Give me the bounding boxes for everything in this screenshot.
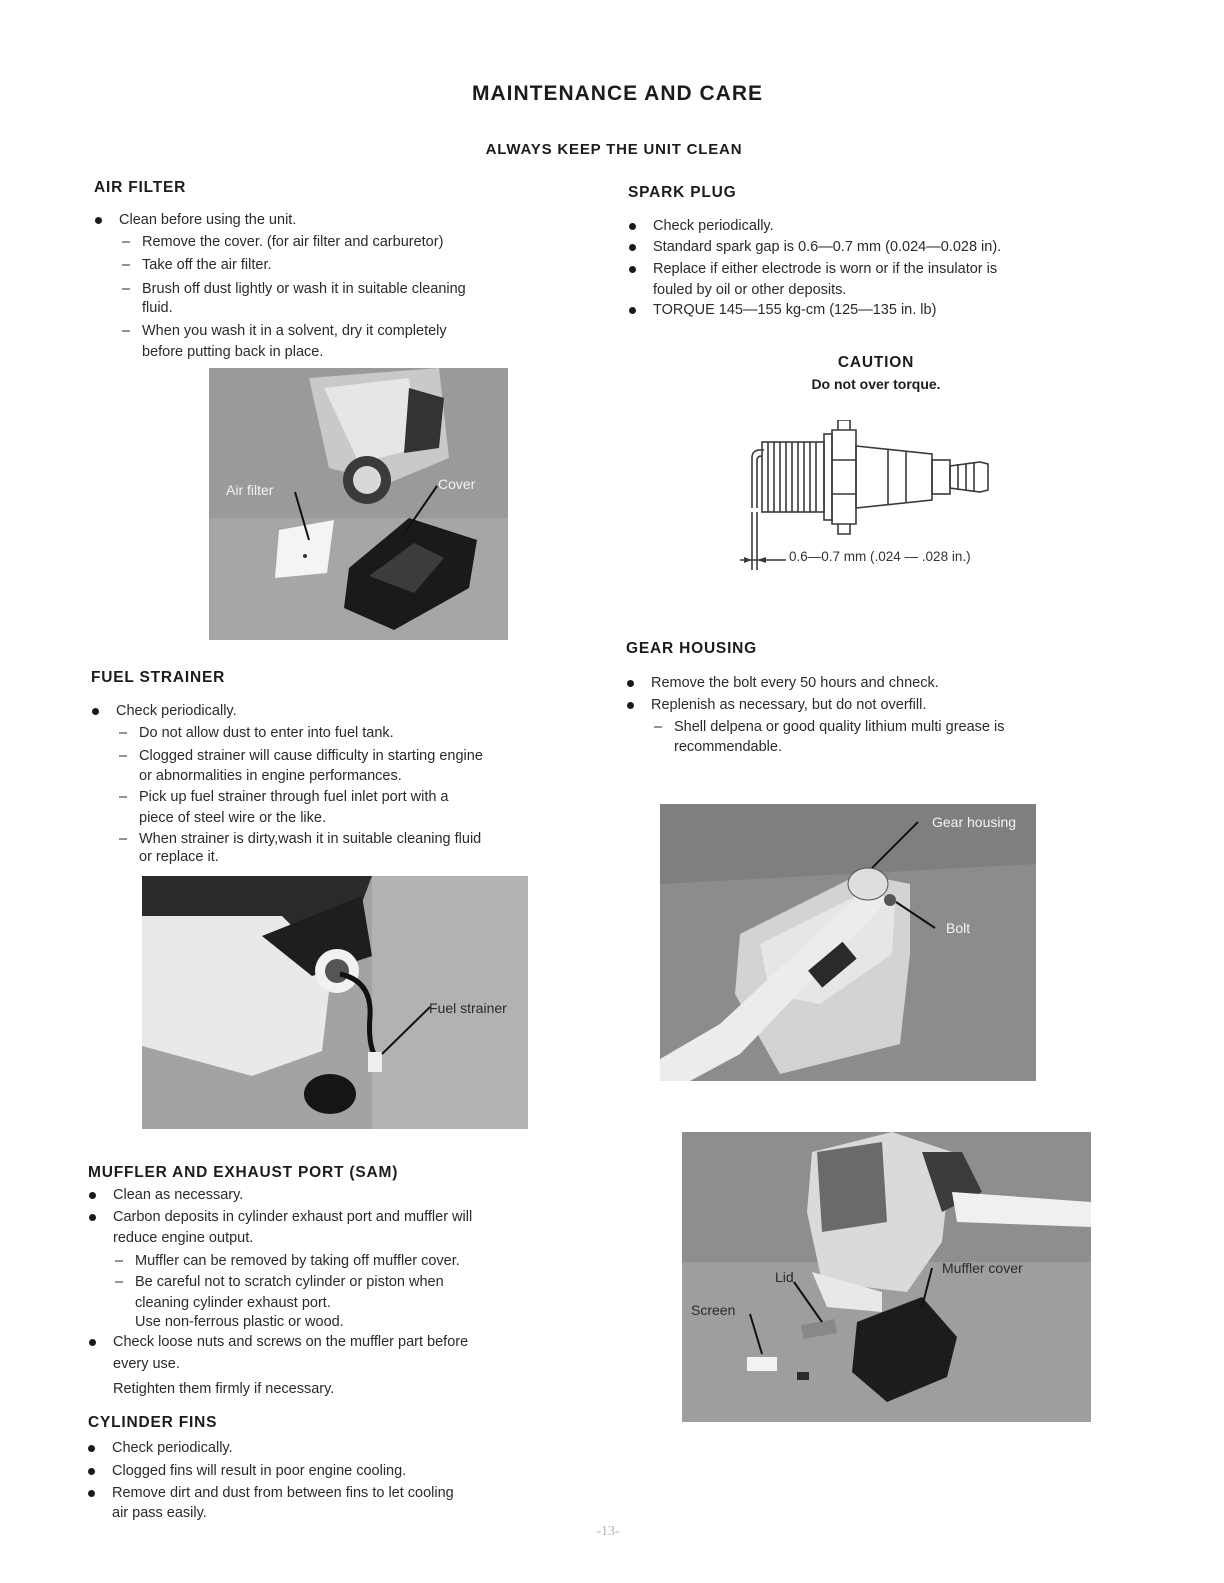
list-item: – Pick up fuel strainer through fuel inlet port with a xyxy=(139,787,449,808)
air-filter-photo xyxy=(209,368,508,640)
list-item-cont: recommendable. xyxy=(674,739,782,755)
list-item: Check loose nuts and screws on the muffler part before xyxy=(113,1332,468,1353)
list-item-cont: reduce engine output. xyxy=(113,1230,254,1246)
list-item-cont: fluid. xyxy=(142,300,173,316)
cylinder-fins-heading: CYLINDER FINS xyxy=(88,1414,218,1431)
list-item-cont: or abnormalities in engine performances. xyxy=(139,768,402,784)
list-item-cont: Use non-ferrous plastic or wood. xyxy=(135,1314,344,1330)
list-item: Remove dirt and dust from between fins to let cooling xyxy=(112,1483,454,1504)
fuel-strainer-label: Fuel strainer xyxy=(429,1000,507,1016)
spark-gap-label: 0.6—0.7 mm (.024 — .028 in.) xyxy=(789,549,971,564)
list-item: – Clogged strainer will cause difficulty in starting engine xyxy=(139,746,483,767)
list-item: Remove the bolt every 50 hours and chneck. xyxy=(651,673,939,694)
list-item: – Muffler can be removed by taking off muffler cover. xyxy=(135,1251,460,1272)
gear-housing-photo xyxy=(660,804,1036,1081)
list-item: Replace if either electrode is worn or if the insulator is xyxy=(653,259,997,280)
cover-label: Cover xyxy=(438,476,476,492)
spark-plug-heading: SPARK PLUG xyxy=(628,184,737,201)
list-item-cont: or replace it. xyxy=(139,849,219,865)
page-subtitle: ALWAYS KEEP THE UNIT CLEAN xyxy=(485,141,743,158)
list-item: Standard spark gap is 0.6—0.7 mm (0.024—0.028 in). xyxy=(653,237,1001,258)
list-item: Clean before using the unit. xyxy=(119,210,296,231)
fuel-strainer-photo xyxy=(142,876,528,1129)
list-item: Replenish as necessary, but do not overfill. xyxy=(651,695,926,716)
gear-housing-heading: GEAR HOUSING xyxy=(626,640,758,657)
list-item: Carbon deposits in cylinder exhaust port and muffler will xyxy=(113,1207,472,1228)
air-filter-heading: AIR FILTER xyxy=(94,179,187,196)
list-item: – Brush off dust lightly or wash it in suitable cleaning xyxy=(142,279,466,300)
list-item: Clean as necessary. xyxy=(113,1185,243,1206)
list-item: – Remove the cover. (for air filter and carburetor) xyxy=(142,232,443,253)
list-item: – Shell delpena or good quality lithium multi grease is xyxy=(674,717,1004,738)
list-item: Clogged fins will result in poor engine cooling. xyxy=(112,1461,406,1482)
page-title: MAINTENANCE AND CARE xyxy=(471,82,764,105)
fuel-strainer-heading: FUEL STRAINER xyxy=(91,669,226,686)
list-item-cont: every use. xyxy=(113,1356,180,1372)
list-item: – Be careful not to scratch cylinder or piston when xyxy=(135,1272,444,1293)
list-item: – Take off the air filter. xyxy=(142,255,272,276)
screen-label: Screen xyxy=(691,1302,736,1318)
list-item-cont: fouled by oil or other deposits. xyxy=(653,282,847,298)
page-number: -13- xyxy=(596,1524,620,1539)
list-item-cont: air pass easily. xyxy=(112,1505,207,1521)
list-item-cont: cleaning cylinder exhaust port. xyxy=(135,1295,331,1311)
caution-title: CAUTION xyxy=(837,354,915,371)
muffler-cover-label: Muffler cover xyxy=(942,1260,1023,1276)
list-item: – When strainer is dirty,wash it in suitable cleaning fluid xyxy=(139,829,481,850)
caution-text: Do not over torque. xyxy=(811,376,941,392)
lid-label: Lid xyxy=(775,1269,794,1285)
gear-housing-label: Gear housing xyxy=(932,814,1017,830)
caution-box xyxy=(776,354,976,392)
list-item: Check periodically. xyxy=(653,216,774,237)
spark-plug-diagram xyxy=(740,420,1000,580)
muffler-parts-photo xyxy=(682,1132,1091,1422)
list-item-cont: piece of steel wire or the like. xyxy=(139,810,326,826)
bolt-label: Bolt xyxy=(946,920,971,936)
air-filter-label: Air filter xyxy=(226,482,274,498)
list-item-cont: before putting back in place. xyxy=(142,344,324,360)
muffler-heading: MUFFLER AND EXHAUST PORT (SAM) xyxy=(88,1164,399,1181)
list-item: TORQUE 145—155 kg-cm (125—135 in. lb) xyxy=(653,300,936,321)
list-item: Check periodically. xyxy=(116,701,237,722)
list-item: Check periodically. xyxy=(112,1438,233,1459)
list-item-cont: Retighten them firmly if necessary. xyxy=(113,1381,335,1397)
list-item: – Do not allow dust to enter into fuel tank. xyxy=(139,723,394,744)
list-item: – When you wash it in a solvent, dry it completely xyxy=(142,321,447,342)
